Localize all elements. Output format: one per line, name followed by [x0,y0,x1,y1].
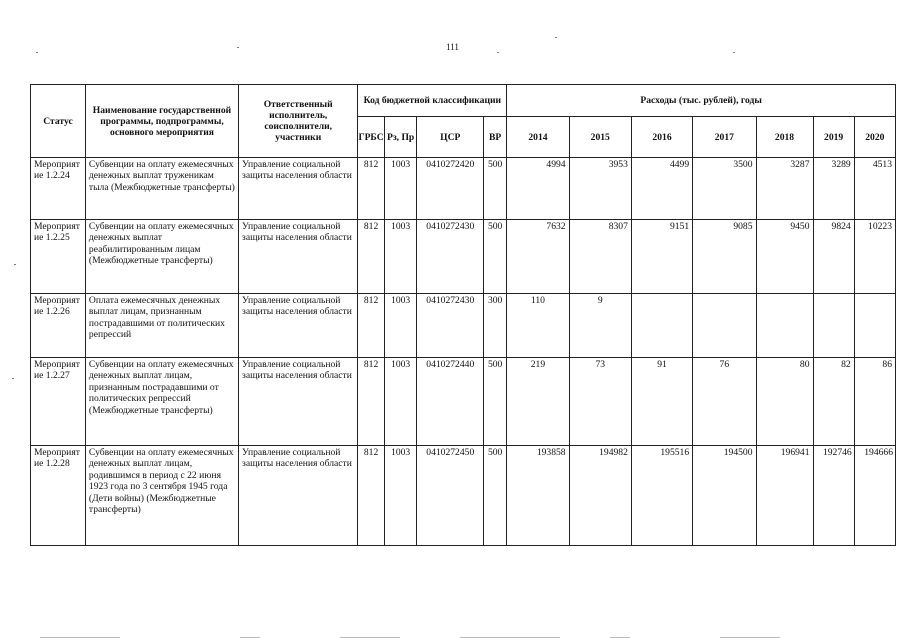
row-value: 4499 [631,158,692,220]
table-row [31,158,896,220]
row-csr: 0410272430 [417,294,484,358]
row-value: 9450 [756,220,813,294]
scan-edge [720,637,780,638]
scan-speck [14,264,16,265]
row-value [631,294,692,358]
table-row [31,446,896,546]
row-executor: Управление социальной защиты населения области [239,220,358,294]
header-year: 2017 [693,117,756,158]
scan-edge [460,637,560,638]
row-value: 193858 [507,446,569,546]
row-rzpr: 1003 [384,358,417,446]
header-csr: ЦСР [417,117,484,158]
header-program-name: Наименование государственной программы, подпрограммы, основного мероприятия [85,85,238,158]
header-year: 2020 [854,117,895,158]
row-rzpr: 1003 [384,220,417,294]
scan-edge [240,637,260,638]
row-vr: 500 [484,220,507,294]
row-value: 86 [854,358,895,446]
row-csr: 0410272420 [417,158,484,220]
row-value: 196941 [756,446,813,546]
row-name: Субвенции на оплату ежемесячных денежных выплат реабилитированным лицам (Межбюджетные трансферты) [85,220,238,294]
row-value: 194666 [854,446,895,546]
scan-edge [40,637,120,638]
scan-edge [340,637,400,638]
header-year: 2019 [813,117,854,158]
header-grbs: ГРБС [358,117,384,158]
row-executor: Управление социальной защиты населения области [239,294,358,358]
row-grbs: 812 [358,446,384,546]
row-grbs: 812 [358,294,384,358]
row-value: 9 [569,294,631,358]
row-value: 10223 [854,220,895,294]
row-value: 73 [569,358,631,446]
row-executor: Управление социальной защиты населения области [239,446,358,546]
row-vr: 500 [484,446,507,546]
table-row [31,358,896,446]
row-value: 8307 [569,220,631,294]
row-executor: Управление социальной защиты населения области [239,158,358,220]
row-status: Мероприятие 1.2.24 [31,158,86,220]
budget-table [30,84,896,546]
row-value: 7632 [507,220,569,294]
header-status: Статус [31,85,86,158]
row-name: Оплата ежемесячных денежных выплат лицам, признанным пострадавшими от политических репрессий [85,294,238,358]
page-number: 111 [446,42,459,52]
row-value: 194500 [693,446,756,546]
row-value [756,294,813,358]
row-vr: 500 [484,358,507,446]
header-rzpr: Рз, Пр [384,117,417,158]
header-year: 2018 [756,117,813,158]
row-vr: 500 [484,158,507,220]
row-executor: Управление социальной защиты населения области [239,358,358,446]
row-value: 219 [507,358,569,446]
row-rzpr: 1003 [384,158,417,220]
row-rzpr: 1003 [384,294,417,358]
header-vr: ВР [484,117,507,158]
row-value [854,294,895,358]
row-value: 9824 [813,220,854,294]
row-value: 3287 [756,158,813,220]
row-value: 3953 [569,158,631,220]
row-status: Мероприятие 1.2.28 [31,446,86,546]
row-value: 194982 [569,446,631,546]
row-value: 195516 [631,446,692,546]
row-csr: 0410272440 [417,358,484,446]
header-year: 2015 [569,117,631,158]
row-value [813,294,854,358]
scan-speck [237,47,239,48]
scan-speck [733,52,735,53]
row-name: Субвенции на оплату ежемесячных денежных выплат лицам, признанным пострадавшими от политических репрессий (Межбюджетные трансферты) [85,358,238,446]
row-status: Мероприятие 1.2.25 [31,220,86,294]
scan-speck [36,52,38,53]
row-csr: 0410272450 [417,446,484,546]
header-budget-code: Код бюджетной классификации [358,85,507,117]
header-executor: Ответственный исполнитель, соисполнители, участники [239,85,358,158]
row-grbs: 812 [358,358,384,446]
row-csr: 0410272430 [417,220,484,294]
row-value: 192746 [813,446,854,546]
scan-speck [497,52,499,53]
table-row [31,294,896,358]
header-year: 2014 [507,117,569,158]
row-value: 91 [631,358,692,446]
row-status: Мероприятие 1.2.27 [31,358,86,446]
row-value: 3500 [693,158,756,220]
row-name: Субвенции на оплату ежемесячных денежных выплат лицам, родившимся в период с 22 июня 1923 года по 3 сентября 1945 года (Дети войны) (Межбюджетные трансферты) [85,446,238,546]
scan-speck [12,378,14,379]
row-value: 110 [507,294,569,358]
row-name: Субвенции на оплату ежемесячных денежных выплат труженикам тыла (Межбюджетные трансферты) [85,158,238,220]
row-rzpr: 1003 [384,446,417,546]
row-value: 76 [693,358,756,446]
scan-edge [610,637,630,638]
header-year: 2016 [631,117,692,158]
row-grbs: 812 [358,158,384,220]
scan-speck [555,37,557,38]
row-status: Мероприятие 1.2.26 [31,294,86,358]
table-row [31,220,896,294]
row-value: 4994 [507,158,569,220]
row-grbs: 812 [358,220,384,294]
row-value: 82 [813,358,854,446]
row-vr: 300 [484,294,507,358]
row-value [693,294,756,358]
row-value: 3289 [813,158,854,220]
row-value: 9151 [631,220,692,294]
row-value: 4513 [854,158,895,220]
row-value: 80 [756,358,813,446]
row-value: 9085 [693,220,756,294]
header-expenses: Расходы (тыс. рублей), годы [507,85,896,117]
